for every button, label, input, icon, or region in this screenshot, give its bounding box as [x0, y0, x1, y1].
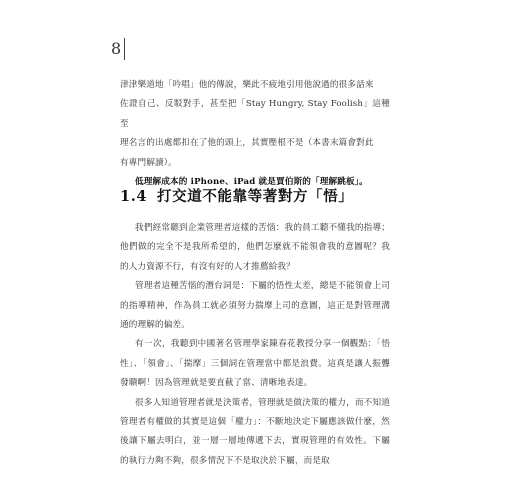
- paragraph: 管理者這種苦惱的潛台詞是：下屬的悟性太差，總是不能領會上司的指導精神，作為員工就必須努力揣摩上司的意圖，這正是對管理溝通的理解的偏差。: [120, 281, 390, 331]
- section-body: [120, 219, 390, 471]
- intro-line: 佐證自己、反駁對手，甚至把「Stay Hungry, Stay Foolish」這種至: [120, 99, 390, 129]
- intro-line: 有專門解讀）。: [120, 157, 177, 168]
- paragraph: 很多人知道管理者就是決策者，管理就是做決策的權力，而不知道管理者有權做的其實是這個「權力」：不斷地決定下屬應該做什麼，然後讓下屬去明白，並一層一層地傳遞下去，實現管理的有效性。下屬的執行力夠不夠，很多情況下不是取決於下屬，而是取: [120, 397, 390, 466]
- paragraph: 有一次，我聽到中國著名管理學家陳春花教授分享一個觀點：「悟性」、「領會」、「揣摩」三個詞在管理當中都是浪費。這真是讓人振聾發聵啊！因為管理就是要直截了當、清晰地表達。: [120, 339, 390, 389]
- intro-text-block: [120, 76, 390, 192]
- paragraph: 我們經常聽到企業管理者這樣的苦惱：我的員工聽不懂我的指導；他們做的完全不是我所希望的，他們怎麼就不能領會我的意圖呢？我的人力資源不行，有沒有好的人才推薦給我？: [120, 223, 390, 272]
- intro-line: 津津樂道地「吟唱」他的傳說，樂此不疲地引用他說過的很多話來: [120, 80, 374, 90]
- section-title: 打交道不能靠等著對方「悟」: [157, 188, 354, 205]
- section-number: 1.4: [120, 188, 148, 205]
- page-number: 8: [111, 39, 122, 58]
- bold-statement: 低理解成本的 iPhone、iPad 就是賈伯斯的「理解跳板」。: [135, 177, 368, 188]
- section-heading: [120, 185, 400, 206]
- intro-line: 理名言的出處都扣在了他的頭上，其實壓根不是（本書末篇會對此: [120, 138, 374, 149]
- page-number-rule: [124, 38, 125, 60]
